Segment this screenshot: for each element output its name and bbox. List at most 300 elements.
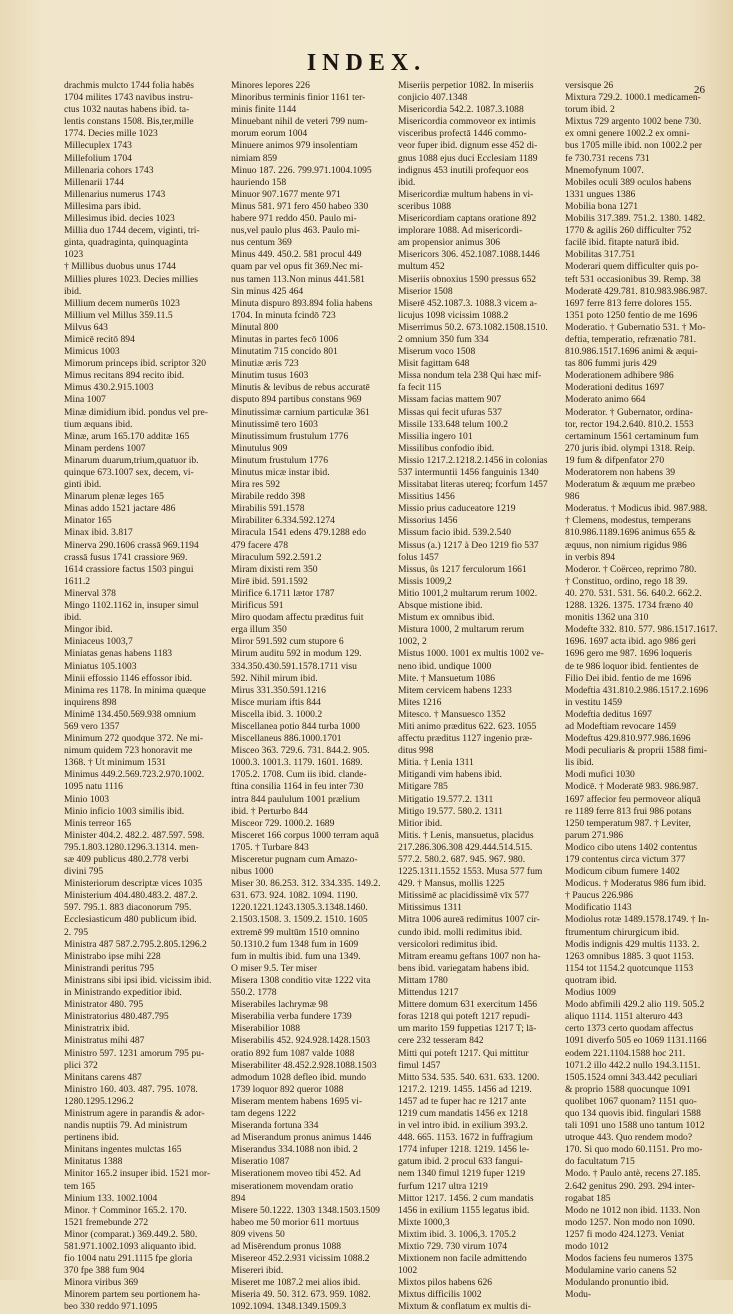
index-entry: 1521 fremebunde 272: [64, 1216, 149, 1228]
index-entry: nimiam 859: [231, 152, 278, 164]
index-entry: Ministrandi peritus 795: [64, 962, 155, 974]
index-entry: Minutiæ æris 723: [231, 358, 299, 370]
index-entry: 1739 loquor 892 queror 1088: [231, 1083, 344, 1095]
index-entry: Mitior ibid.: [398, 817, 443, 829]
index-entry: Minutulus 909: [231, 442, 288, 454]
index-entry: Misericors 306. 452.1087.1088.1446: [398, 249, 540, 261]
index-entry: Miserē 452.1087.3. 1088.3 vicem a-: [398, 297, 538, 309]
index-entry: 1219 cum mandatis 1456 ex 1218: [398, 1107, 528, 1119]
folio-number: 26: [694, 84, 705, 96]
index-entry: Minii effossio 1146 effossor ibid.: [64, 672, 193, 684]
index-entry: monitis 1362 una 310: [565, 612, 649, 624]
index-entry: lentis constans 1508. Bis,ter,mille: [64, 116, 194, 128]
index-entry: tor, rector 194.2.640. 810.2. 1553: [565, 418, 694, 430]
index-entry: ginti ibid.: [64, 479, 102, 491]
index-entry: Minutissimum frustulum 1776: [231, 430, 349, 442]
index-entry: Misericordiæ multum habens in vi-: [398, 188, 534, 200]
index-entry: Miserabiliter 48.452.2.928.1088.1503: [231, 1059, 377, 1071]
index-entry: folus 1457: [398, 551, 439, 563]
index-entry: Mimus recitans 894 recito ibid.: [64, 370, 185, 382]
index-entry: Misera 1308 conditio vitæ 1222 vita: [231, 974, 371, 986]
index-entry: Mirus 331.350.591.1216: [231, 684, 326, 696]
index-entry: Mitto 534. 535. 540. 631. 633. 1200.: [398, 1071, 540, 1083]
index-entry: affectu præditus 1127 ingenio præ-: [398, 733, 533, 745]
index-entry: Mobilia bona 1271: [565, 200, 639, 212]
index-entry: Minuor 907.1677 mente 971: [231, 188, 341, 200]
index-entry: Modicum cibum fumere 1402: [565, 866, 680, 878]
index-entry: Minerval 378: [64, 587, 116, 599]
index-entry: Minutus micæ instar ibid.: [231, 467, 330, 478]
index-entry: ex omni genere 1002.2 ex omni-: [565, 128, 690, 140]
index-entry: Minutas in partes fecō 1006: [231, 333, 339, 345]
column-3: [398, 80, 557, 1313]
index-entry: quinque 673.1007 sex, decem, vi-: [64, 467, 194, 478]
index-entry: um marito 159 fuppetias 1217 T; lā-: [398, 1023, 537, 1035]
index-entry: pertinens ibid.: [64, 1132, 119, 1144]
index-entry: Miror 591.592 cum stupore 6: [231, 636, 344, 648]
index-entry: Millenarius numerus 1743: [64, 188, 166, 200]
index-entry: Moderator. † Gubernator, ordina-: [565, 406, 693, 418]
index-entry: Minitatus 1388: [64, 1156, 123, 1168]
index-entry: Minus 581. 971 fero 450 habeo 330: [231, 200, 369, 212]
index-entry: lis ibid.: [565, 757, 594, 769]
index-entry: 1697 affecior feu permoveor aliquā: [565, 793, 701, 805]
index-entry: 1071.2 illo 442.2 nullo 194.3.1151.: [565, 1059, 701, 1071]
index-entry: Millesima pars ibid.: [64, 200, 142, 212]
index-entry: Mitigare 785: [398, 781, 448, 793]
index-entry: versisque 26: [565, 80, 614, 91]
index-entry: Ministrabo ipse mihi 228: [64, 950, 161, 962]
index-entry: Missa nondum tela 238 Qui hæc mif-: [398, 370, 542, 382]
index-entry: 370 fpe 388 fum 904: [64, 1265, 145, 1277]
index-entry: in vel intro ibid. in exilium 393.2.: [398, 1120, 528, 1132]
index-entry: Miseret me 1087.2 mei alios ibid.: [231, 1277, 361, 1289]
index-entry: Minoribus terminis finior 1161 ter-: [231, 92, 366, 104]
index-entry: in vestitu 1459: [565, 696, 623, 708]
index-entry: Mirificus 591: [231, 600, 284, 612]
index-entry: 1705.2. 1708. Cum iis ibid. clande-: [231, 769, 367, 781]
index-entry: Moderatus. † Modicus ibid. 987.988.: [565, 503, 708, 515]
index-entry: quam par vel opus fit 369.Nec mi-: [231, 261, 363, 273]
index-entry: ibid.: [64, 612, 82, 624]
index-entry: Miniatas genas habens 1183: [64, 648, 173, 660]
index-entry: Minores lepores 226: [231, 80, 310, 91]
index-entry: 429. † Mansus, mollis 1225: [398, 878, 505, 890]
index-entry: Mitissimus 1311: [398, 902, 462, 914]
index-entry: intra 844 paululum 1001 prælium: [231, 793, 360, 805]
index-entry: Mites 1216: [398, 696, 442, 708]
index-entry: Miserandus 334.1088 non ibid. 2: [231, 1144, 358, 1156]
index-entry: Millium vel Millus 359.11.5: [64, 309, 173, 321]
index-entry: Miseriis perpetior 1082. In miseriis: [398, 80, 534, 91]
index-entry: 1770 & agilis 260 difficulter 752: [565, 225, 692, 237]
index-entry: Mittere domum 631 exercitum 1456: [398, 999, 538, 1011]
index-entry: 334.350.430.591.1578.1711 visu: [231, 660, 357, 672]
column-2: [231, 80, 390, 1313]
index-entry: Moderationi deditus 1697: [565, 382, 665, 394]
index-entry: Mingor ibid.: [64, 624, 113, 636]
index-entry: Miscellaneus 886.1000.1701: [231, 733, 342, 745]
index-entry: Minax ibid. 3.817: [64, 527, 133, 539]
index-entry: ginta, quadraginta, quinquaginta: [64, 237, 189, 249]
index-entry: conjicio 407.1348: [398, 92, 468, 104]
index-entry: Minorem partem seu portionem ha-: [64, 1289, 201, 1301]
column-4: [565, 80, 724, 1301]
index-entry: Miniatus 105.1003: [64, 660, 137, 672]
index-entry: fimul 1457: [398, 1059, 441, 1071]
index-entry: 1774. Decies mille 1023: [64, 128, 158, 140]
index-entry: Miseratio 1087: [231, 1156, 290, 1168]
index-entry: facilē ibid. fitapte naturā ibid.: [565, 237, 680, 249]
index-entry: Minor. † Comminor 165.2. 170.: [64, 1204, 187, 1216]
index-entry: fum in multis ibid. fum una 1349.: [231, 950, 361, 962]
index-entry: ad Miserandum pronus animus 1446: [231, 1132, 372, 1144]
index-entry: 810.986.1517.1696 animi & æqui-: [565, 346, 698, 358]
index-entry: Modicē. † Moderatē 983. 986.987.: [565, 781, 699, 793]
index-entry: 1368. † Ut minimum 1531: [64, 757, 167, 769]
index-entry: Minutis & levibus de rebus accuratē: [231, 382, 370, 394]
index-entry: 2. 795: [64, 926, 88, 938]
index-entry: admodum 1028 defleo ibid. mundo: [231, 1071, 367, 1083]
index-entry: Minutatim 715 concido 801: [231, 346, 338, 358]
index-entry: Miniaceus 1003,7: [64, 636, 133, 648]
index-entry: ctus 1032 nautas habens ibid. ta-: [64, 104, 190, 116]
index-entry: morum eorum 1004: [231, 128, 308, 140]
index-entry: Ministratorius 480.487.795: [64, 1011, 169, 1023]
index-entry: sceribus 1088: [398, 200, 452, 212]
index-entry: parum 271.986: [565, 829, 624, 841]
index-entry: Mite. † Mansuetum 1086: [398, 672, 495, 684]
index-entry: 1614 crassiore factus 1503 pingui: [64, 563, 194, 575]
index-entry: 1288. 1326. 1375. 1734 fræno 40: [565, 600, 693, 612]
index-entry: Mimicē recitō 894: [64, 333, 135, 345]
index-entry: tali 1091 uno 1588 uno tantum 1012: [565, 1120, 705, 1132]
index-entry: 1774 infuper 1218. 1219. 1456 le-: [398, 1144, 530, 1156]
index-entry: miserationem movendam oratio: [231, 1180, 354, 1192]
index-entry: Mittor 1217. 1456. 2 cum mandatis: [398, 1192, 534, 1204]
index-entry: tem 165: [64, 1180, 96, 1192]
index-entry: tas 806 fummi juris 429: [565, 358, 657, 370]
index-entry: 795.1.803.1280.1296.3.1314. men-: [64, 841, 199, 853]
index-entry: 1696 gero me 987. 1696 loqueris: [565, 648, 692, 660]
index-entry: divini 795: [64, 866, 104, 878]
index-entry: Modeftia 431.810.2.986.1517.2.1696: [565, 684, 709, 696]
index-entry: Ministratrix ibid.: [64, 1023, 130, 1035]
index-entry: Miserum voco 1508: [398, 346, 476, 358]
index-entry: cundo ibid. molli redimitus ibid.: [398, 926, 523, 938]
index-entry: 1705. † Turbare 843: [231, 841, 309, 853]
index-entry: 597. 795.1. 883 diaconorum 795.: [64, 902, 192, 914]
index-entry: 1225.1311.1552 1553. Musa 577 fum: [398, 866, 543, 878]
index-entry: 2.1503.1508. 3. 1509.2. 1510. 1605: [231, 914, 368, 926]
index-entry: fe 730.731 recens 731: [565, 152, 650, 164]
index-entry: Minimum 272 quodque 372. Ne mi-: [64, 733, 204, 745]
index-entry: Miserationem moveo tibi 452. Ad: [231, 1168, 361, 1180]
index-entry: Modulando pronuntio ibid.: [565, 1277, 669, 1289]
index-entry: Misericordia commoveor ex intimis: [398, 116, 536, 128]
index-entry: Mitigatio 19.577.2. 1311: [398, 793, 494, 805]
index-entry: Milvus 643: [64, 321, 108, 333]
index-entry: Miserabilia verba fundere 1739: [231, 1011, 352, 1023]
index-entry: Mixtura 729.2. 1000.1 medicamen-: [565, 92, 701, 104]
index-entry: modo 1012: [565, 1241, 609, 1252]
index-entry: Minutissimē tero 1603: [231, 418, 318, 430]
index-entry: Minima res 1178. In minima quæque: [64, 684, 206, 696]
index-entry: Mirabile reddo 398: [231, 491, 306, 503]
index-entry: Missam facias mattem 907: [398, 394, 502, 406]
index-entry: modo 1257. Non modo non 1090.: [565, 1216, 695, 1228]
index-entry: Mistus 1000. 1001 ex multis 1002 ve-: [398, 648, 544, 660]
index-entry: Minæ dimidium ibid. pondus vel pre-: [64, 406, 208, 418]
index-entry: Mistura 1000, 2 multarum rerum: [398, 624, 525, 636]
index-entry: Modico cibo utens 1402 contentus: [565, 841, 698, 853]
index-entry: Mobiles oculi 389 oculos habens: [565, 176, 692, 188]
index-entry: 1257 fi modo 424.1273. Veniat: [565, 1228, 685, 1240]
index-entry: Misceo 363. 729.6. 731. 844.2. 905.: [231, 745, 370, 757]
index-entry: crassā fusus 1741 crassiore 969.: [64, 551, 188, 563]
index-entry: Minutissimæ carnium particulæ 361: [231, 406, 370, 418]
index-entry: † Paucus 226.986: [565, 890, 633, 902]
index-entry: 1217.2. 1219. 1455. 1456 ad 1219.: [398, 1083, 532, 1095]
index-entry: 1697 ferre 813 ferre dolores 155.: [565, 297, 692, 309]
index-entry: deftia, temperatio, refrænatio 781.: [565, 333, 697, 345]
index-entry: Minitans ingentes mulctas 165: [64, 1144, 182, 1156]
index-entry: Mitra 1006 aureā redimitus 1007 cir-: [398, 914, 540, 926]
index-entry: utroque 443. Quo rendem modo?: [565, 1132, 693, 1144]
index-entry: Minitor 165.2 insuper ibid. 1521 mor-: [64, 1168, 211, 1180]
index-entry: 894: [231, 1192, 246, 1204]
index-entry: 50.1310.2 fum 1348 fum in 1609: [231, 938, 359, 950]
index-entry: æquus, non nimium rigidus 986: [565, 539, 687, 551]
index-entry: Mittendus 1217: [398, 987, 459, 999]
index-entry: rogabat 185: [565, 1192, 611, 1204]
index-entry: 2 omnium 350 fum 334: [398, 333, 489, 345]
index-entry: Mingo 1102.1162 in, insuper simul: [64, 600, 199, 612]
index-entry: Minas addo 1521 jactare 486: [64, 503, 176, 515]
index-entry: nandis nuptiis 79. Ad ministrum: [64, 1120, 188, 1132]
index-entry: Miserabilis 452. 924.928.1428.1503: [231, 1035, 371, 1047]
index-entry: re 1189 ferre 813 frui 986 potans: [565, 805, 692, 817]
index-entry: Miscellanea potio 844 turba 1000: [231, 720, 360, 732]
index-entry: Mobilis 317.389. 751.2. 1380. 1482.: [565, 213, 706, 225]
index-entry: † Constituo, ordino, rego 18 39.: [565, 575, 688, 587]
index-entry: Ministro 597. 1231 amorum 795 pu-: [64, 1047, 205, 1059]
index-entry: Minutim tusus 1603: [231, 370, 309, 382]
index-entry: sæ 409 publicus 480.2.778 verbi: [64, 854, 189, 865]
index-entry: 592. Nihil mirum ibid.: [231, 672, 318, 684]
index-entry: nus tamen 113.Non minus 441.581: [231, 273, 365, 285]
index-entry: Mixtio 729. 730 virum 1074: [398, 1241, 507, 1252]
index-entry: Ministro 160. 403. 487. 795. 1078.: [64, 1083, 198, 1095]
index-entry: ibid.: [64, 285, 82, 297]
index-entry: Minator 165: [64, 515, 112, 527]
index-entry: Modi mufici 1030: [565, 769, 635, 781]
index-entry: 1704 milites 1743 navibus instru-: [64, 92, 193, 104]
index-entry: indignus 453 inutili profequor eos: [398, 164, 529, 176]
index-entry: Miserior 1508: [398, 285, 453, 297]
index-entry: Millesimus ibid. decies 1023: [64, 213, 175, 225]
index-entry: ftrumentum chirurgicum ibid.: [565, 926, 680, 938]
index-entry: Modeftia deditus 1697: [565, 708, 652, 720]
index-entry: Mitram ereamu geftans 1007 non ha-: [398, 950, 541, 962]
index-entry: Millenaria cohors 1743: [64, 164, 154, 176]
index-entry: Missus (a.) 1217 à Deo 1219 fio 537: [398, 539, 539, 551]
index-entry: Miserabiles lachrymæ 98: [231, 999, 328, 1011]
index-entry: gatum ibid. 2 procul 633 fangui-: [398, 1156, 523, 1168]
index-entry: Mobilitas 317.751: [565, 249, 636, 261]
index-entry: Misceret 166 corpus 1000 terram aquā: [231, 829, 379, 841]
index-entry: O miser 9.5. Ter miser: [231, 962, 318, 974]
index-entry: Minam perdens 1007: [64, 442, 146, 454]
index-entry: Minutum frustulum 1776: [231, 454, 329, 466]
index-entry: plici 372: [64, 1059, 98, 1071]
index-entry: Ministra 487 587.2.795.2.805.1296.2: [64, 938, 207, 950]
index-entry: ditus 998: [398, 745, 434, 757]
index-entry: Misereor 452.2.931 vicissim 1088.2: [231, 1253, 370, 1265]
index-entry: in verbis 894: [565, 551, 616, 563]
index-entry: Modis indignis 429 multis 1133. 2.: [565, 938, 700, 950]
column-1: [64, 80, 223, 1313]
index-entry: 1351 poto 1250 fentio de me 1696: [565, 309, 698, 321]
index-entry: ibid. † Perturbo 844: [231, 805, 308, 817]
index-entry: Millia duo 1744 decem, viginti, tri-: [64, 225, 200, 237]
index-entry: Minor (comparat.) 369.449.2. 580.: [64, 1228, 198, 1240]
index-entry: Missorius 1456: [398, 515, 458, 527]
index-entry: Mirabilis 591.1578: [231, 503, 305, 515]
index-entry: 1002: [398, 1265, 418, 1277]
index-entry: † Clemens, modestus, temperans: [565, 515, 692, 527]
index-entry: Mistum ex omnibus ibid.: [398, 612, 495, 624]
index-entry: versicolori redimitus ibid.: [398, 938, 498, 950]
index-entry: † Millibus duobus unus 1744: [64, 261, 176, 273]
index-entry: Minus 449. 450.2. 581 procul 449: [231, 249, 362, 261]
index-entry: Ministratus mihi 487: [64, 1035, 145, 1047]
index-entry: in Ministrando expeditior ibid.: [64, 987, 182, 999]
index-entry: do facultatum 715: [565, 1156, 635, 1168]
index-entry: gnus 1088 ejus duci Ecclesiam 1189: [398, 152, 538, 164]
index-entry: implorare 1088. Ad misericordi-: [398, 225, 523, 237]
index-entry: Misce muriam iftis 844: [231, 696, 321, 708]
index-entry: Millefolium 1704: [64, 152, 132, 164]
index-entry: Ministrator 480. 795: [64, 999, 144, 1011]
index-entry: Missio 1217.2.1218.2.1456 in colonias: [398, 454, 548, 466]
index-entry: 170. Si quo modo 60.1151. Pro mo-: [565, 1144, 703, 1156]
index-entry: habeo me 50 morior 611 mortuus: [231, 1216, 359, 1228]
index-entry: Millecuplex 1743: [64, 140, 132, 152]
index-entry: 1611.2: [64, 575, 91, 587]
index-entry: Modicus. † Moderatus 986 fum ibid.: [565, 878, 706, 890]
index-entry: nibus 1000: [231, 866, 274, 878]
index-entry: Miseriis obnoxius 1590 pressus 652: [398, 273, 537, 285]
index-entry: 1331 ungues 1386: [565, 188, 636, 200]
index-entry: visceribus profectā 1446 commo-: [398, 128, 527, 140]
index-entry: Mimorum princeps ibid. scriptor 320: [64, 358, 207, 370]
index-entry: ibid.: [398, 176, 416, 188]
index-entry: 19 fum & difpenfator 270: [565, 454, 665, 466]
index-entry: 270 juris ibid. olympi 1318. Reip.: [565, 442, 696, 454]
index-entry: 581.971.1002.1093 aliquanto ibid.: [64, 1241, 197, 1252]
index-entry: 1092.1094. 1348.1349.1509.3: [231, 1301, 347, 1313]
index-entry: habere 971 reddo 450. Paulo mi-: [231, 213, 357, 225]
index-entry: 550.2. 1778: [231, 987, 277, 999]
index-entry: Miseria 49. 50. 312. 673. 959. 1082.: [231, 1289, 371, 1301]
index-entry: neno ibid. undique 1000: [398, 660, 492, 672]
index-entry: Miseram mentem habens 1695 vi-: [231, 1095, 363, 1107]
index-entry: Minitans carens 487: [64, 1071, 142, 1083]
index-entry: Mira res 592: [231, 479, 281, 491]
index-entry: Filio Dei ibid. fentio de me 1696: [565, 672, 692, 684]
index-entry: Millium decem numerūs 1023: [64, 297, 180, 309]
index-entry: tium æquans ibid.: [64, 418, 133, 430]
index-entry: Minuo 187. 226. 799.971.1004.1095: [231, 164, 372, 176]
index-entry: Missio prius caduceatore 1219: [398, 503, 516, 515]
index-entry: Miserabilior 1088: [231, 1023, 301, 1035]
index-entry: Mixtus 729 argento 1002 bene 730.: [565, 116, 702, 128]
index-entry: Modius 1009: [565, 987, 616, 999]
index-entry: Mitesco. † Mansuesco 1352: [398, 708, 506, 720]
index-entry: Minio inficio 1003 similis ibid.: [64, 805, 185, 817]
index-entry: Ministeriorum descriptæ vices 1035: [64, 878, 203, 890]
index-entry: eodem 221.1104.1588 hoc 211.: [565, 1047, 686, 1059]
index-entry: erga illum 350: [231, 624, 287, 636]
index-entry: Sin minus 425 464: [231, 285, 304, 297]
index-entry: Misericordiam captans oratione 892: [398, 213, 537, 225]
index-entry: Mnemofynum 1007.: [565, 164, 644, 176]
index-entry: Mixtum & conflatum ex multis di-: [398, 1301, 531, 1313]
index-entry: Minora viribus 369: [64, 1277, 139, 1289]
index-entry: Mitem cervicem habens 1233: [398, 684, 512, 696]
index-entry: Absque mistione ibid.: [398, 600, 483, 612]
index-entry: quolibet 1067 quonam? 1151 quo-: [565, 1095, 697, 1107]
index-entry: Minæ, arum 165.170 additæ 165: [64, 430, 190, 442]
index-entry: Mitigo 19.577. 580.2. 1311: [398, 805, 503, 817]
index-entry: Modificatio 1143: [565, 902, 632, 914]
index-entry: torum ibid. 2: [565, 104, 615, 116]
index-entry: Misericordia 542.2. 1087.3.1088: [398, 104, 524, 116]
index-entry: Missile 133.648 telum 100.2: [398, 418, 509, 430]
index-entry: Moderari quem difficulter quis po-: [565, 261, 699, 273]
index-entry: Missilia ingero 101: [398, 430, 473, 442]
index-entry: Modo. † Paulo antè, recens 27.185.: [565, 1168, 701, 1180]
index-entry: extremē 99 multūm 1510 omnino: [231, 926, 360, 938]
index-entry: Mitissimē ac placidissimē vīx 577: [398, 890, 530, 902]
index-entry: 1220.1221.1243.1305.3.1348.1460.: [231, 902, 368, 914]
index-entry: 537 intermuntii 1456 fanguinis 1340: [398, 467, 539, 478]
index-entry: 986: [565, 491, 580, 503]
index-entry: nus,vel paulo plus 463. Paulo mi-: [231, 225, 360, 237]
index-entry: Modos faciens feu numeros 1375: [565, 1253, 693, 1265]
index-entry: de te 986 loquor ibid. fentientes de: [565, 660, 699, 672]
index-entry: Mitti qui poteft 1217. Qui mittitur: [398, 1047, 529, 1059]
index-entry: Mirum auditu 592 in modum 129.: [231, 648, 362, 660]
index-columns: [64, 80, 724, 1313]
index-entry: quotram ibid.: [565, 974, 617, 986]
index-entry: 2.642 genitus 290. 293. 294 inter-: [565, 1180, 695, 1192]
index-entry: Missas qui fecit ufuras 537: [398, 406, 502, 418]
index-entry: Modefte 332. 810. 577. 986.1517.1617.: [565, 624, 718, 636]
index-entry: Moderor. † Coërceo, reprimo 780.: [565, 563, 697, 575]
index-entry: bens ibid. variegatam habens ibid.: [398, 962, 530, 974]
index-entry: 810.986.1189.1696 animus 655 &: [565, 527, 696, 539]
index-entry: Minuebant nihil de veteri 799 num-: [231, 116, 368, 128]
index-entry: fa fecit 115: [398, 382, 442, 394]
index-entry: 1456 in exilium 1155 legatus ibid.: [398, 1204, 530, 1216]
index-entry: Missum facio ibid. 539.2.540: [398, 527, 511, 539]
index-entry: 1095 natu 1116: [64, 781, 123, 793]
index-entry: Modiolus rotæ 1489.1578.1749. † In-: [565, 914, 710, 926]
index-entry: Moderatio. † Gubernatio 531. † Mo-: [565, 321, 706, 333]
index-entry: Miraculum 592.2.591.2: [231, 551, 322, 563]
